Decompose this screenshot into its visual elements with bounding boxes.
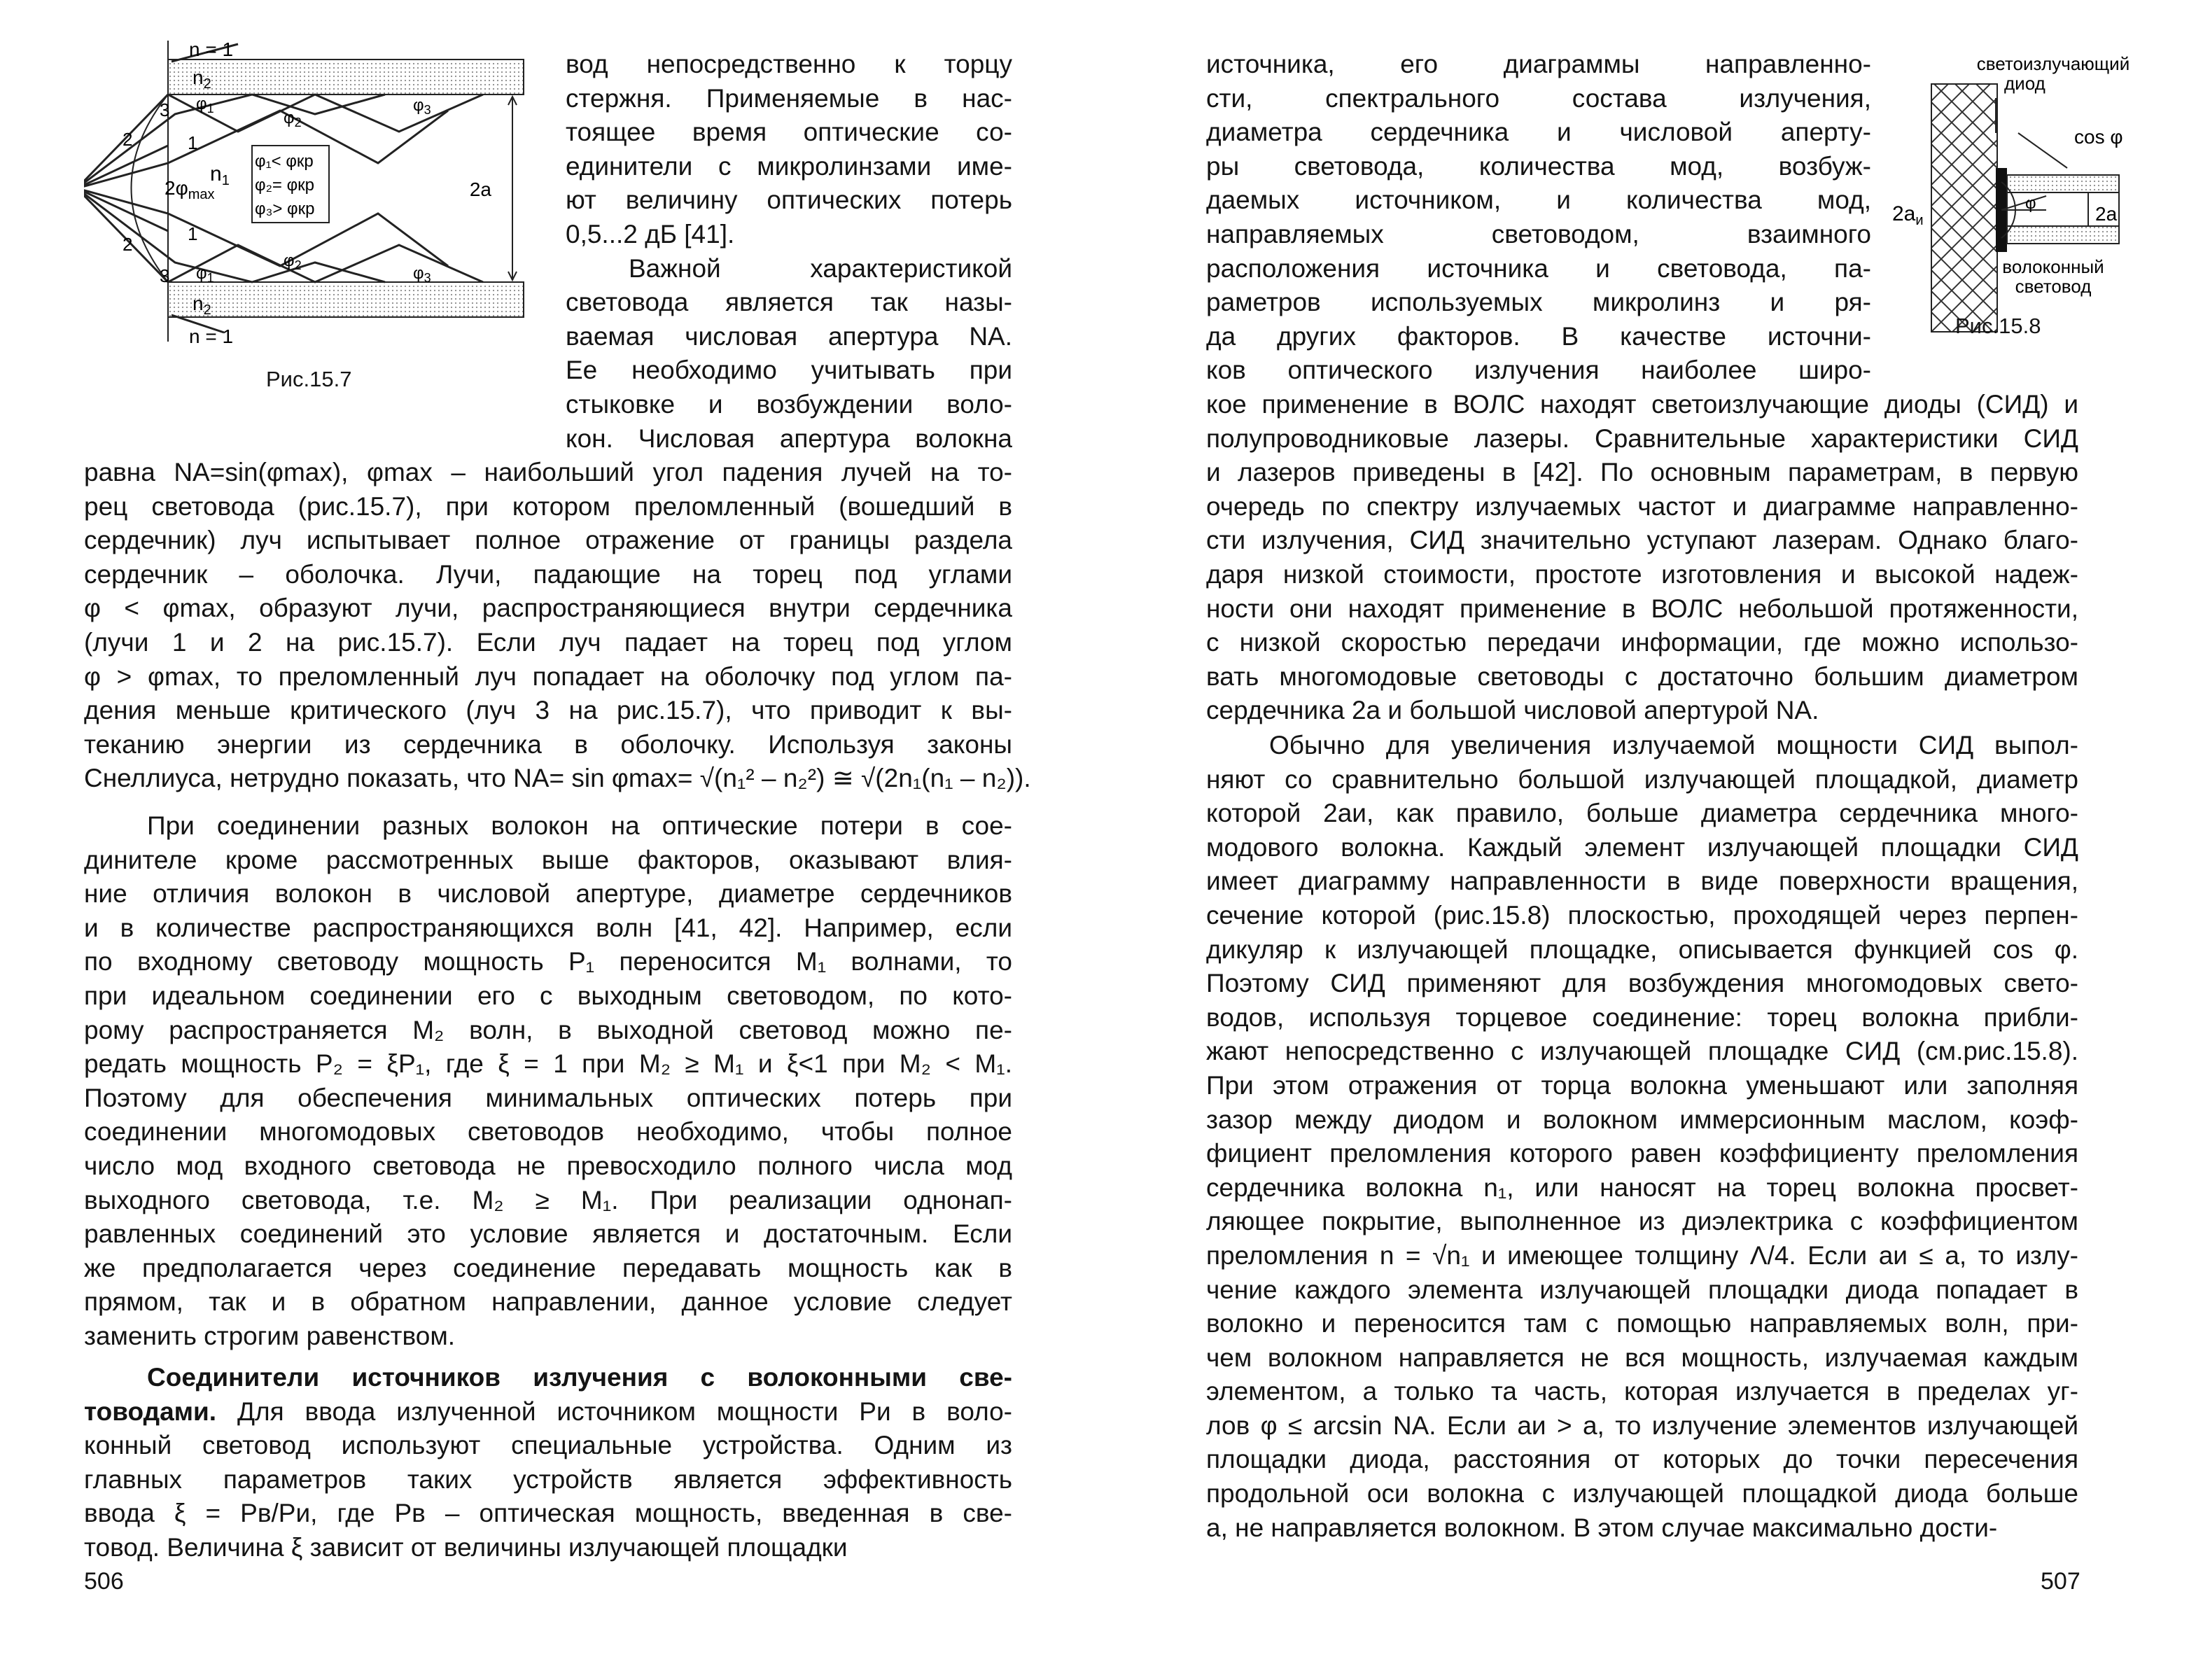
text-line: источника, его диаграммы направленно- <box>1206 50 1871 78</box>
label-phi-angle: φ <box>2025 194 2036 213</box>
text-line: чение каждого элемента излучающей площадки диода попадает в <box>1206 1275 2078 1304</box>
label-two-phi-max: $2\varphi_{max}$ <box>165 177 215 202</box>
text-line: световода является так назы- <box>566 288 1012 317</box>
text-line: число мод входного световода не превосходило полного числа мод <box>84 1151 1012 1180</box>
text-line: товод. Величина ξ зависит от величины излучающей площадки <box>84 1532 848 1562</box>
text-line: дикуляр к излучающей площадке, описывается функцией cos φ. <box>1206 934 2078 964</box>
text-line: редать мощность P₂ = ξP₁, где ξ = 1 при M₂ ≥ M₁ и ξ<1 при M₂ < M₁. <box>84 1049 1012 1079</box>
label-ray1-bottom: 1 <box>188 223 198 244</box>
text-line: продольной оси волокна с излучающей площадкой диода больше <box>1206 1479 2078 1508</box>
para3-first-line-rest: Для ввода излученной источником мощности Pи в воло- <box>216 1396 1012 1426</box>
figure-15-8 <box>1878 49 2130 357</box>
page-number-right: 507 <box>2041 1568 2080 1595</box>
label-n2-top: $n_2$ <box>193 66 211 92</box>
text-line: очередь по спектру излучаемых частот и диаграмме направленно- <box>1206 491 2078 521</box>
text-line: равленных соединений это условие является и достаточным. Если <box>84 1219 1012 1249</box>
text-line: тоящее время оптические со- <box>566 118 1012 147</box>
text-line: единители с микролинзами име- <box>566 151 1012 181</box>
text-line: при идеальном соединении его с выходным световодом, по кото- <box>84 981 1012 1010</box>
legend-phi2: φ₂= φкр <box>255 176 314 195</box>
text-line: прямом, так и в обратном направлении, данное условие следует <box>84 1287 1012 1317</box>
text-line: заменить строгим равенством. <box>84 1321 456 1350</box>
right-page <box>1101 0 2203 1680</box>
text-line: направляемых световодом, взаимного <box>1206 219 1871 248</box>
text-line: полупроводниковые лазеры. Сравнительные характеристики СИД <box>1206 424 2078 453</box>
text-line: Поэтому для обеспечения минимальных оптических потерь при <box>84 1083 1012 1112</box>
text-line: раметров используемых микролинз и ря- <box>1206 288 1871 317</box>
text-line: элементом, а только та часть, которая излучается в пределах уг- <box>1206 1377 2078 1406</box>
label-ray1-top: 1 <box>188 132 198 153</box>
text-line: ввода ξ = Pв/Pи, где Pв – оптическая мощность, введенная в све- <box>84 1499 1012 1528</box>
text-line: диаметра сердечника и числовой аперту- <box>1206 118 1871 147</box>
label-n1: $n_1$ <box>210 162 230 188</box>
text-line: сердечник) луч испытывает полное отражение от границы раздела <box>84 526 1012 555</box>
label-2ai: $2a_и$ <box>1892 202 1924 228</box>
text-line: и в количестве распространяющихся волн [41, 42]. Например, если <box>84 913 1012 942</box>
label-fiber-1: волоконный <box>2002 256 2104 277</box>
text-line: даря низкой стоимости, простоте изготовления и высокой надеж- <box>1206 559 2078 589</box>
text-line: Ее необходимо учитывать при <box>566 356 1012 385</box>
paragraph-numerical-aperture <box>84 456 1031 796</box>
label-ray2-top: 2 <box>123 129 133 150</box>
text-line: φ < φmax, образуют лучи, распространяющиеся внутри сердечника <box>84 594 1012 623</box>
text-line: лов φ ≤ arcsin NA. Если aи > a, то излучение элементов излучающей <box>1206 1410 2078 1440</box>
label-phi1-bottom: $\varphi_1$ <box>196 264 214 285</box>
text-line: и лазеров приведены в [42]. По основным параметрам, в первую <box>1206 458 2078 487</box>
text-line: волокно и переносится там с помощью направляемых волн, при- <box>1206 1309 2078 1338</box>
text-line: φ > φmax, то преломленный луч попадает на оболочку под углом па- <box>84 662 1012 691</box>
figure-caption-right: Рис.15.8 <box>1955 314 2041 338</box>
label-n-top: n = 1 <box>189 41 234 60</box>
text-line: ние отличия волокон в числовой апертуре, диаметре сердечников <box>84 879 1012 909</box>
text-line: по входному световоду мощность P₁ переносится M₁ волнами, то <box>84 947 1012 976</box>
label-cos-phi: cos φ <box>2074 126 2123 148</box>
legend-phi3: φ₃> φкр <box>255 200 315 218</box>
label-phi1-top: $\varphi_1$ <box>196 94 214 115</box>
label-phi3-top: $\varphi_3$ <box>413 96 431 117</box>
cladding-bottom <box>168 282 524 317</box>
text-line: Обычно для увеличения излучаемой мощности СИД выпол- <box>1269 731 2078 760</box>
text-line: сти, спектрального состава излучения, <box>1206 83 1871 113</box>
text-line: рец световода (рис.15.7), при котором преломленный (вошедший в <box>84 491 1012 521</box>
label-led-2: диод <box>2004 73 2045 94</box>
text-line: ваемая числовая апертура NA. <box>566 321 1012 351</box>
text-line: вод непосредственно к торцу <box>566 50 1012 78</box>
text-line: главных параметров таких устройств является эффективность <box>84 1464 1012 1494</box>
label-phi2-top: $\varphi_2$ <box>284 108 302 130</box>
text-line: вать многомодовые световоды с достаточно большим диаметром <box>1206 662 2078 691</box>
text-line: ют величину оптических потерь <box>566 186 1012 215</box>
text-line: площадки диода, расстояния от которых до точки пересечения <box>1206 1445 2078 1474</box>
right-narrow-text <box>1206 48 1871 388</box>
text-line: да других факторов. В качестве источни- <box>1206 321 1871 351</box>
text-line: рому распространяется M₂ волн, в выходной световод можно пе- <box>84 1015 1012 1044</box>
text-line: дения меньше критического (луч 3 на рис.15.7), что приводит к вы- <box>84 696 1012 725</box>
text-line: При этом отражения от торца волокна уменьшают или заполняя <box>1206 1070 2078 1100</box>
text-line: ности они находят применение в ВОЛС небольшой протяженности, <box>1206 594 2078 623</box>
text-line: стержня. Применяемые в нас- <box>566 83 1012 113</box>
text-line: Поэтому СИД применяют для возбуждения многомодовых свето- <box>1206 969 2078 998</box>
text-line: кон. Числовая апертура волокна <box>566 424 1012 453</box>
section-heading-part2: товодами. <box>84 1396 217 1426</box>
text-line: водов, используя торцевое соединение: торец волокна прибли- <box>1206 1002 2078 1032</box>
text-line: При соединении разных волокон на оптические потери в сое- <box>147 811 1012 840</box>
label-2a-fiber: 2a <box>2095 203 2118 225</box>
text-line: a, не направляется волокном. В этом случае максимально дости- <box>1206 1513 1998 1542</box>
paragraph-led-coupling <box>1206 729 2078 1545</box>
section-heading-part1: Соединители источников излучения с волоконными све- <box>147 1363 1012 1392</box>
label-ray3-bottom: 3 <box>160 265 170 286</box>
text-line: соединении многомодовых световодов необходимо, чтобы полное <box>84 1117 1012 1147</box>
text-line: имеет диаграмму направленности в виде поверхности вращения, <box>1206 867 2078 896</box>
label-phi3-bottom: $\varphi_3$ <box>413 264 431 285</box>
text-line: которой 2aи, как правило, больше диаметра сердечника много- <box>1206 799 2078 828</box>
text-line: равна NA=sin(φmax), φmax – наибольший угол падения лучей на то- <box>84 458 1012 486</box>
text-line: с низкой скоростью передачи информации, где можно использо- <box>1206 628 2078 657</box>
text-line: няют со сравнительно большой излучающей площадкой, диаметр <box>1206 764 2078 794</box>
paragraph-source-connectors <box>84 1361 1012 1565</box>
label-phi2-bottom: $\varphi_2$ <box>284 251 302 272</box>
text-line: чем волокном направляется не вся мощность, излучаемая каждым <box>1206 1343 2078 1372</box>
text-line: ляющее покрытие, выполненное из диэлектрика с коэффициентом <box>1206 1207 2078 1236</box>
label-n-bottom: n = 1 <box>189 326 234 347</box>
text-line: жают непосредственно с излучающей площадке СИД (см.рис.15.8). <box>1206 1037 2078 1066</box>
text-line: 0,5...2 дБ [41]. <box>566 219 735 248</box>
text-line: зазор между диодом и волокном иммерсионным маслом, коэф- <box>1206 1105 2078 1134</box>
text-line: ры световода, количества мод, возбуж- <box>1206 151 1871 181</box>
cladding-top <box>168 59 524 94</box>
text-line: теканию энергии из сердечника в оболочку. Используя законы <box>84 729 1012 759</box>
text-line: сердечника 2a и большой числовой апертурой NA. <box>1206 696 1819 725</box>
label-fiber-2: световод <box>2015 276 2092 297</box>
text-line: даемых источником, и количества мод, <box>1206 186 1871 215</box>
text-line: фициент преломления которого равен коэффициенту преломления <box>1206 1139 2078 1168</box>
text-line: же предполагается через соединение передавать мощность как в <box>84 1253 1012 1282</box>
text-line: сердечника волокна n₁, или наносят на торец волокна просвет- <box>1206 1172 2078 1202</box>
paragraph-fiber-connection <box>84 809 1012 1354</box>
label-2a: 2a <box>469 178 491 200</box>
text-line: ков оптического излучения наиболее широ- <box>1206 356 1871 385</box>
label-ray2-bottom: 2 <box>123 234 133 255</box>
text-line: сердечник – оболочка. Лучи, падающие на торец под углами <box>84 559 1012 589</box>
text-line: динителе кроме рассмотренных выше факторов, оказывают влия- <box>84 845 1012 874</box>
text-line: сечение которой (рис.15.8) плоскостью, проходящей через перпен- <box>1206 900 2078 930</box>
text-line: выходного световода, т.е. M₂ ≥ M₁. При реализации однонап- <box>84 1185 1012 1214</box>
left-page <box>0 0 1101 1680</box>
text-line: (лучи 1 и 2 на рис.15.7). Если луч падает на торец под углом <box>84 627 1012 657</box>
left-narrow-text <box>566 48 1012 456</box>
led-body <box>1931 84 1997 332</box>
text-line: преломления n = √n₁ и имеющее толщину Λ/4. Если aи ≤ a, то излу- <box>1206 1240 2078 1270</box>
label-n2-bottom: $n_2$ <box>193 293 211 318</box>
figure-15-7 <box>84 41 532 363</box>
text-line: сти излучения, СИД значительно уступают лазерам. Однако благо- <box>1206 526 2078 555</box>
legend-phi1: φ₁< φкр <box>255 152 314 171</box>
figure-caption: Рис.15.7 <box>266 367 352 391</box>
label-ray3-top: 3 <box>160 99 170 120</box>
text-line: расположения источника и световода, па- <box>1206 253 1871 283</box>
page-number-left: 506 <box>84 1568 124 1595</box>
text-line: Снеллиуса, нетрудно показать, что NA= sin φmax= √(n₁² – n₂²) ≅ √(2n₁(n₁ – n₂)). <box>84 764 1031 793</box>
text-line: конный световод используют специальные устройства. Одним из <box>84 1431 1012 1460</box>
text-line: Важной характеристикой <box>629 253 1012 283</box>
text-line: кое применение в ВОЛС находят светоизлучающие диоды (СИД) и <box>1206 390 2078 419</box>
label-led-1: светоизлучающий <box>1976 53 2130 74</box>
paragraph-led-lasers <box>1206 388 2078 728</box>
text-line: стыковке и возбуждении воло- <box>566 389 1012 419</box>
text-line: модового волокна. Каждый элемент излучающей площадки СИД <box>1206 832 2078 862</box>
